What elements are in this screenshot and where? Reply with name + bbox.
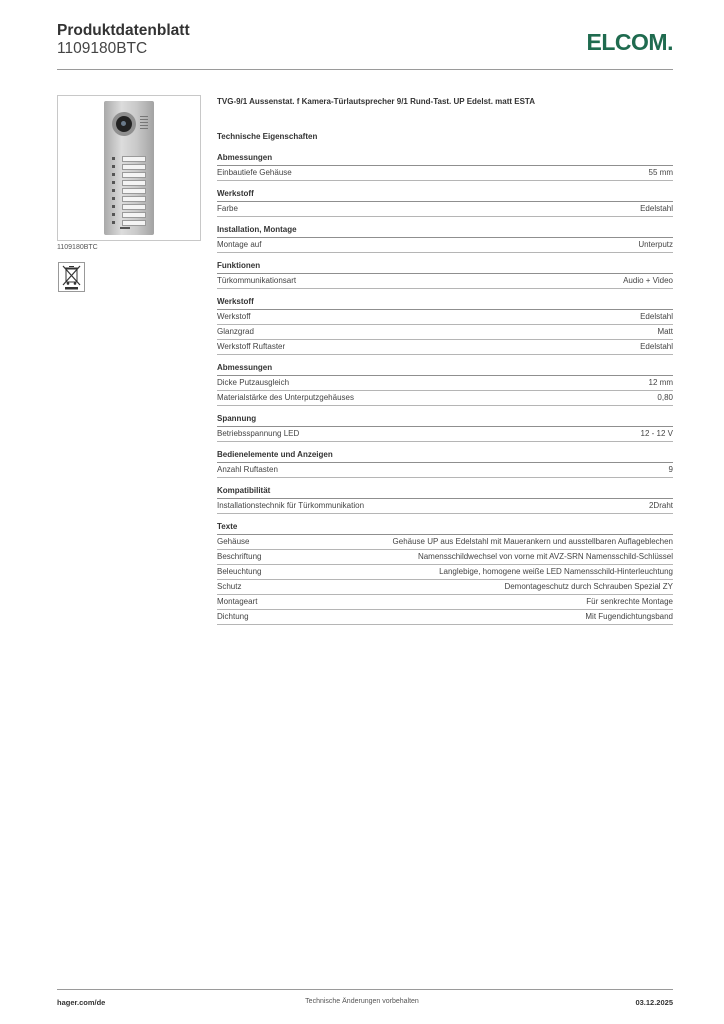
property-group <box>217 297 673 355</box>
door-station-panel <box>104 101 154 235</box>
call-button <box>112 172 147 178</box>
property-row <box>217 427 673 442</box>
property-row <box>217 463 673 478</box>
property-value: Gehäuse UP aus Edelstahl mit Mauerankern und ausstellbaren Auflageblechen <box>392 537 673 546</box>
group-heading: Texte <box>217 522 673 535</box>
property-label: Werkstoff Ruftaster <box>217 342 286 351</box>
property-label: Farbe <box>217 204 238 213</box>
property-value: Edelstahl <box>640 312 673 321</box>
group-heading: Werkstoff <box>217 189 673 202</box>
camera-dot <box>121 121 126 126</box>
call-button <box>112 180 147 186</box>
property-row <box>217 238 673 253</box>
property-value: Langlebige, homogene weiße LED Namensschild-Hinterleuchtung <box>439 567 673 576</box>
weee-bin-icon <box>58 262 85 292</box>
group-heading: Funktionen <box>217 261 673 274</box>
property-value: 9 <box>668 465 673 474</box>
property-value: 12 - 12 V <box>640 429 673 438</box>
property-label: Montageart <box>217 597 258 606</box>
page-title: Produktdatenblatt <box>57 22 190 39</box>
property-row <box>217 499 673 514</box>
property-row <box>217 340 673 355</box>
property-row <box>217 580 673 595</box>
property-group <box>217 189 673 217</box>
group-heading: Abmessungen <box>217 363 673 376</box>
property-label: Montage auf <box>217 240 262 249</box>
call-button <box>112 220 147 226</box>
section-title: Technische Eigenschaften <box>217 132 318 141</box>
property-row <box>217 310 673 325</box>
group-heading: Werkstoff <box>217 297 673 310</box>
property-row <box>217 274 673 289</box>
property-row <box>217 550 673 565</box>
property-label: Werkstoff <box>217 312 251 321</box>
property-value: Demontageschutz durch Schrauben Spezial ZY <box>504 582 673 591</box>
property-group <box>217 522 673 625</box>
property-label: Dicke Putzausgleich <box>217 378 290 387</box>
page-header <box>57 20 673 70</box>
property-value: 12 mm <box>648 378 673 387</box>
property-label: Dichtung <box>217 612 249 621</box>
property-value: Matt <box>657 327 673 336</box>
property-row <box>217 202 673 217</box>
call-button <box>112 212 147 218</box>
speaker-grille <box>140 116 148 130</box>
property-label: Einbautiefe Gehäuse <box>217 168 292 177</box>
property-group <box>217 363 673 406</box>
call-button <box>112 156 147 162</box>
call-button <box>112 196 147 202</box>
property-value: 2Draht <box>648 501 673 510</box>
property-label: Glanzgrad <box>217 327 254 336</box>
footer-date: 03.12.2025 <box>635 998 673 1007</box>
property-row <box>217 610 673 625</box>
property-row <box>217 166 673 181</box>
property-group <box>217 450 673 478</box>
property-label: Schutz <box>217 582 242 591</box>
property-value: Edelstahl <box>640 342 673 351</box>
property-label: Beleuchtung <box>217 567 262 576</box>
group-heading: Abmessungen <box>217 153 673 166</box>
header-divider <box>57 69 673 70</box>
property-row <box>217 535 673 550</box>
property-label: Materialstärke des Unterputzgehäuses <box>217 393 354 402</box>
property-group <box>217 414 673 442</box>
call-button <box>112 164 147 170</box>
call-button <box>112 188 147 194</box>
property-value: Für senkrechte Montage <box>586 597 673 606</box>
property-label: Betriebsspannung LED <box>217 429 300 438</box>
property-row <box>217 376 673 391</box>
footer-website: hager.com/de <box>57 998 106 1007</box>
property-value: Namensschildwechsel von vorne mit AVZ-SRN Namensschild-Schlüssel <box>417 552 673 561</box>
property-label: Gehäuse <box>217 537 250 546</box>
property-value: Edelstahl <box>640 204 673 213</box>
call-button <box>112 204 147 210</box>
group-heading: Spannung <box>217 414 673 427</box>
property-label: Anzahl Ruftasten <box>217 465 278 474</box>
property-label: Türkommunikationsart <box>217 276 297 285</box>
image-caption: 1109180BTC <box>57 244 98 251</box>
property-value: Unterputz <box>638 240 673 249</box>
property-row <box>217 391 673 406</box>
property-value: 55 mm <box>648 168 673 177</box>
property-value: 0,80 <box>657 393 673 402</box>
footer-disclaimer: Technische Änderungen vorbehalten <box>305 998 419 1005</box>
footer-divider <box>57 989 673 990</box>
group-heading: Kompatibilität <box>217 486 673 499</box>
group-heading: Bedienelemente und Anzeigen <box>217 450 673 463</box>
property-row <box>217 565 673 580</box>
group-heading: Installation, Montage <box>217 225 673 238</box>
property-group <box>217 225 673 253</box>
property-value: Audio + Video <box>623 276 673 285</box>
property-label: Beschriftung <box>217 552 262 561</box>
property-value: Mit Fugendichtungsband <box>585 612 673 621</box>
panel-brand-mark <box>120 227 130 229</box>
product-description: TVG-9/1 Aussenstat. f Kamera-Türlautsprecher 9/1 Rund-Tast. UP Edelst. matt ESTA <box>217 97 536 106</box>
product-image <box>57 95 201 241</box>
property-label: Installationstechnik für Türkommunikation <box>217 501 365 510</box>
property-table <box>217 153 673 633</box>
product-code: 1109180BTC <box>57 40 148 57</box>
property-group <box>217 261 673 289</box>
property-group <box>217 153 673 181</box>
property-row <box>217 595 673 610</box>
property-group <box>217 486 673 514</box>
property-row <box>217 325 673 340</box>
elcom-logo: ELCOM. <box>586 29 673 55</box>
